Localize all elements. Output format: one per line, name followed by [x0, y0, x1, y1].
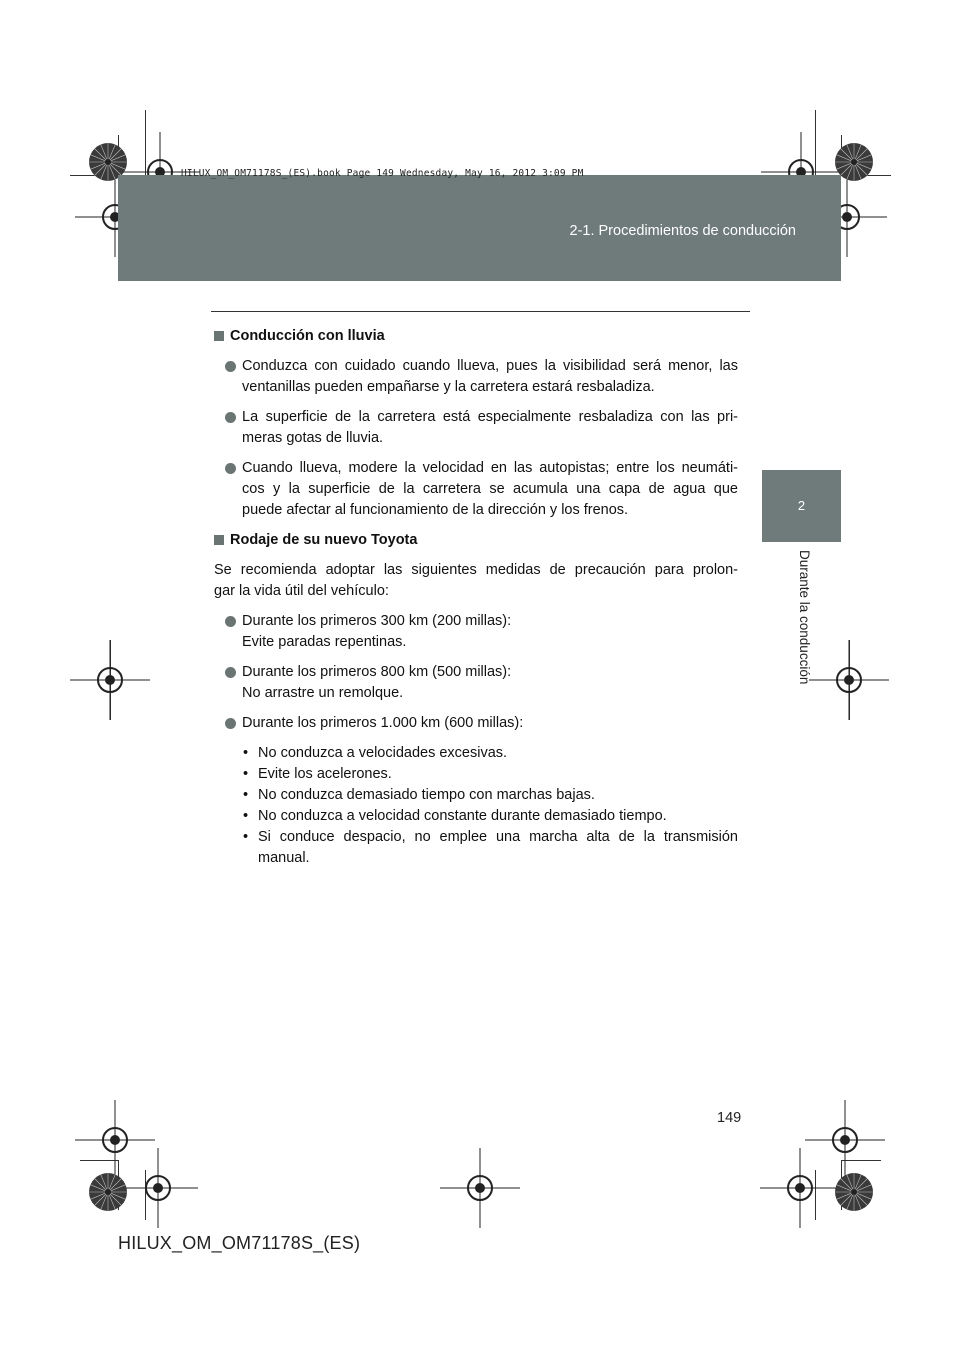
round-bullet-icon	[225, 463, 236, 474]
square-bullet-icon	[214, 331, 224, 341]
paragraph: Se recomienda adoptar las siguientes medidas de precaución para prolon- gar la vida útil del vehículo:	[214, 562, 738, 599]
list-item: Conduzca con cuidado cuando llueva, pues la visibilidad será menor, las ventanillas pueden empañarse y la carretera estará resbaladiza.	[214, 356, 738, 398]
list-item: Durante los primeros 1.000 km (600 millas):	[214, 713, 738, 734]
sub-list-item: • No conduzca a velocidad constante durante demasiado tiempo.	[242, 806, 738, 827]
list-item: Cuando llueva, modere la velocidad en las autopistas; entre los neumáti- cos y la superficie de la carretera se acumula una capa de agua que puede afectar al funcionamiento de la dirección y los frenos.	[214, 458, 738, 521]
chapter-label	[792, 550, 814, 790]
registration-mark-icon	[118, 1148, 198, 1228]
registration-mark-icon	[440, 1148, 520, 1228]
list-item: Durante los primeros 800 km (500 millas): No arrastre un remolque.	[214, 662, 738, 704]
sub-list-item: • Evite los acelerones.	[242, 764, 738, 785]
page-header	[118, 175, 841, 281]
page-content	[214, 326, 738, 869]
sub-list-item: • No conduzca demasiado tiempo con marchas bajas.	[242, 785, 738, 806]
round-bullet-icon	[225, 361, 236, 372]
chapter-number: 2	[797, 498, 806, 513]
round-bullet-icon	[225, 667, 236, 678]
print-metadata: HILUX_OM_OM71178S_(ES).book Page 149 Wednesday, May 16, 2012 3:09 PM	[181, 168, 584, 179]
registration-mark-icon	[809, 640, 889, 720]
sub-list-item: • Si conduce despacio, no emplee una marcha alta de la transmisión manual.	[242, 827, 738, 869]
header-rule	[211, 311, 750, 312]
color-wheel-icon	[834, 1172, 874, 1212]
page-number: 149	[717, 1110, 742, 1126]
list-item: La superficie de la carretera está especialmente resbaladiza con las pri- meras gotas de lluvia.	[214, 407, 738, 449]
registration-mark-icon	[70, 640, 150, 720]
sub-list-item: • No conduzca a velocidades excesivas.	[242, 743, 738, 764]
document-id: HILUX_OM_OM71178S_(ES)	[118, 1233, 361, 1253]
chapter-tab	[762, 470, 841, 542]
registration-mark-icon	[760, 1148, 840, 1228]
section-heading: Rodaje de su nuevo Toyota	[214, 530, 738, 551]
section-title: 2-1. Procedimientos de conducción	[569, 223, 796, 239]
section-heading: Conducción con lluvia	[214, 326, 738, 347]
round-bullet-icon	[225, 412, 236, 423]
round-bullet-icon	[225, 616, 236, 627]
round-bullet-icon	[225, 718, 236, 729]
chapter-label-text: Durante la conducción	[797, 550, 812, 685]
list-item: Durante los primeros 300 km (200 millas): Evite paradas repentinas.	[214, 611, 738, 653]
sub-list	[214, 743, 738, 869]
color-wheel-icon	[88, 1172, 128, 1212]
square-bullet-icon	[214, 535, 224, 545]
